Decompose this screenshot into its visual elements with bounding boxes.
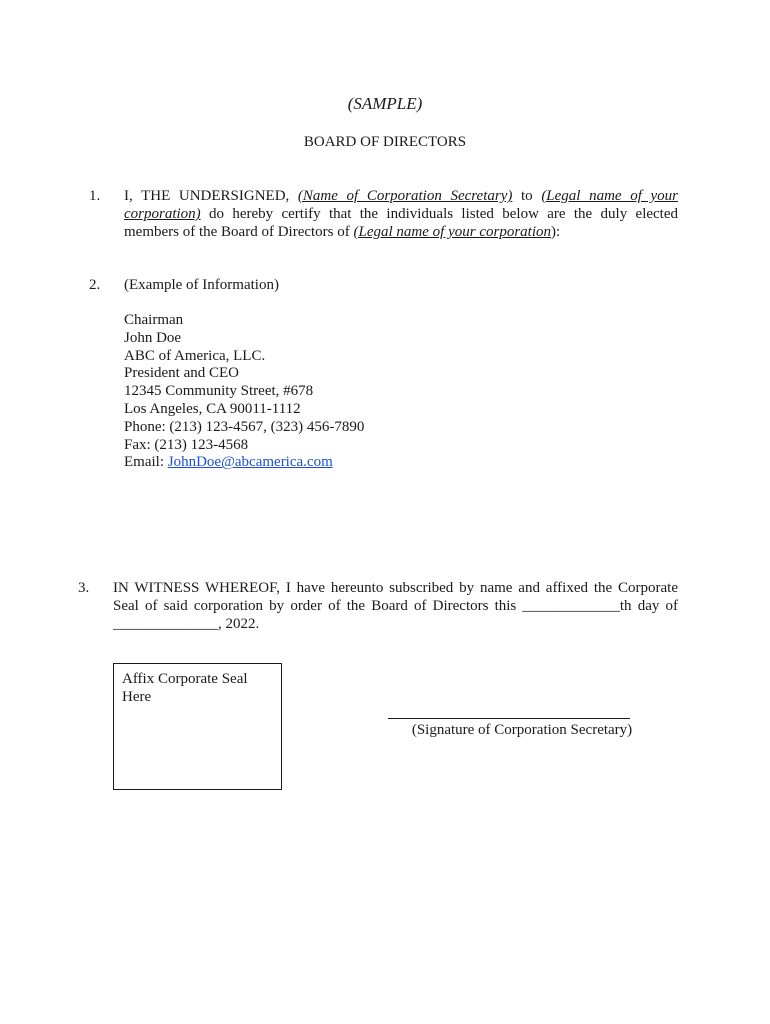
director-company: ABC of America, LLC.: [124, 347, 266, 364]
director-title: Chairman: [124, 312, 184, 328]
corporation-name-placeholder: (Legal name of your corporation): [124, 188, 678, 222]
seal-box-label: Affix Corporate Seal Here: [122, 671, 248, 705]
section-1-text-b: to: [512, 188, 542, 204]
director-fax: Fax: (213) 123-4568: [124, 436, 249, 453]
director-name: John Doe: [124, 329, 182, 346]
document-subtitle: BOARD OF DIRECTORS: [303, 134, 467, 150]
director-info-block: [124, 311, 364, 471]
section-3-paragraph: IN WITNESS WHEREOF, I have hereunto subscribed by name and affixed the Corporate Seal of said corporation by order of the Board of Directors this _____________th day of ______________, 2022.: [113, 580, 678, 632]
email-label: Email:: [124, 454, 168, 471]
document-title: (SAMPLE): [347, 94, 423, 113]
secretary-name-placeholder: (Name of Corporation Secretary): [297, 188, 513, 204]
section-3-number: 3.: [78, 580, 90, 596]
section-1-text-a: I, THE UNDERSIGNED,: [124, 188, 298, 204]
director-phone: Phone: (213) 123-4567, (323) 456-7890: [124, 418, 365, 435]
director-position: President and CEO: [124, 365, 239, 382]
corporation-name-placeholder-2: (Legal name of your corporation: [353, 224, 551, 240]
email-link[interactable]: JohnDoe@abcamerica.com: [167, 454, 333, 471]
section-2-heading: (Example of Information): [124, 277, 279, 293]
signature-label: (Signature of Corporation Secretary): [411, 722, 633, 738]
section-1-text-d: ):: [551, 224, 561, 240]
section-1-text-c: do hereby certify that the individuals listed below are the duly elected members of the Board of Directors of: [124, 206, 678, 240]
signature-line: [388, 718, 630, 719]
director-street: 12345 Community Street, #678: [124, 383, 314, 400]
section-1-paragraph: [124, 187, 678, 241]
director-city: Los Angeles, CA 90011-1112: [124, 400, 301, 417]
corporate-seal-box: [113, 663, 282, 790]
director-email-row: [124, 453, 364, 471]
section-1-number: 1.: [89, 188, 101, 204]
section-2-number: 2.: [89, 277, 101, 293]
